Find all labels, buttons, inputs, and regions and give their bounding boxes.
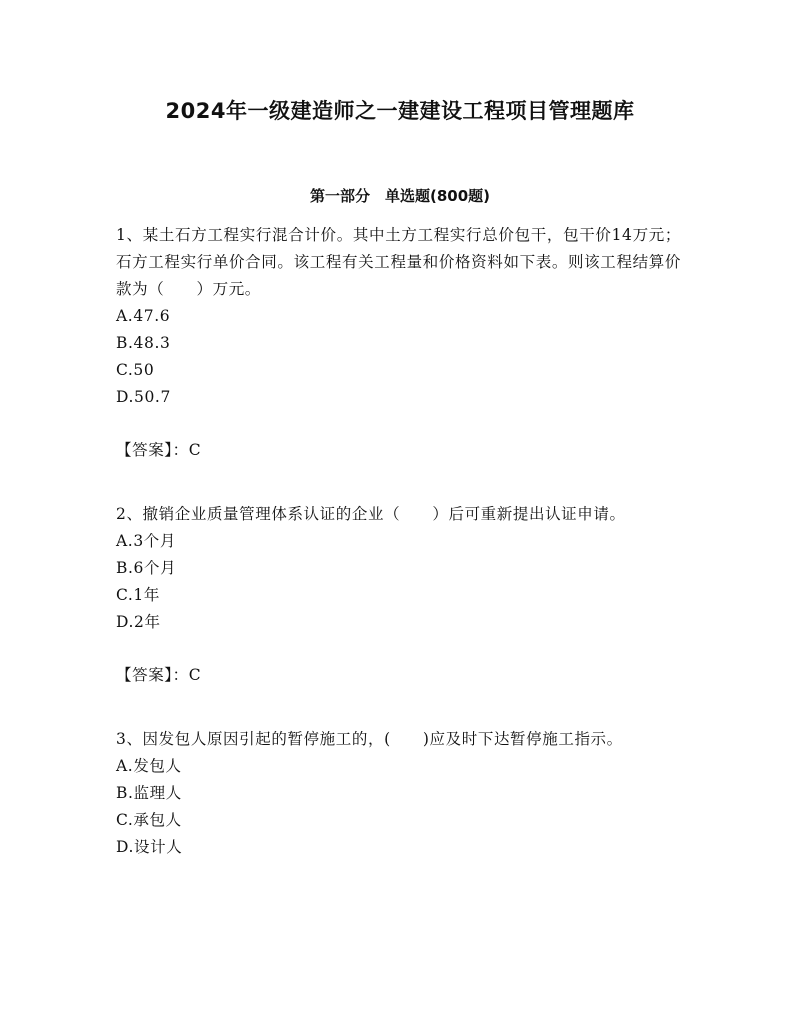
option-d: D.50.7: [116, 388, 171, 406]
question-stem: 2、撤销企业质量管理体系认证的企业（ ）后可重新提出认证申请。: [116, 505, 626, 523]
page-title: 2024年一级建造师之一建建设工程项目管理题库: [165, 99, 635, 123]
question-1: [116, 222, 681, 464]
option-list: [116, 528, 681, 636]
option-c: C.50: [116, 361, 155, 379]
question-stem: 3、因发包人原因引起的暂停施工的，( )应及时下达暂停施工指示。: [116, 730, 623, 748]
option-d: D.设计人: [116, 838, 183, 856]
option-a: A.47.6: [116, 307, 171, 325]
question-stem: 1、某土石方工程实行混合计价。其中土方工程实行总价包干，包干价14万元；石方工程实行单价合同。该工程有关工程量和价格资料如下表。则该工程结算价款为（ ）万元。: [116, 226, 681, 298]
option-a: A.发包人: [116, 757, 182, 775]
option-list: [116, 753, 681, 861]
answer-line: 【答案】：C: [116, 441, 202, 459]
option-c: C.承包人: [116, 811, 182, 829]
answer-line: 【答案】：C: [116, 666, 202, 684]
option-b: B.48.3: [116, 334, 171, 352]
option-b: B.监理人: [116, 784, 182, 802]
section-title: 第一部分 单选题(800题): [309, 187, 491, 205]
question-list: [116, 222, 681, 861]
option-d: D.2年: [116, 613, 161, 631]
question-3: [116, 726, 681, 861]
option-c: C.1年: [116, 586, 160, 604]
option-b: B.6个月: [116, 559, 177, 577]
option-a: A.3个月: [116, 532, 176, 550]
option-list: [116, 303, 681, 411]
question-2: [116, 501, 681, 689]
